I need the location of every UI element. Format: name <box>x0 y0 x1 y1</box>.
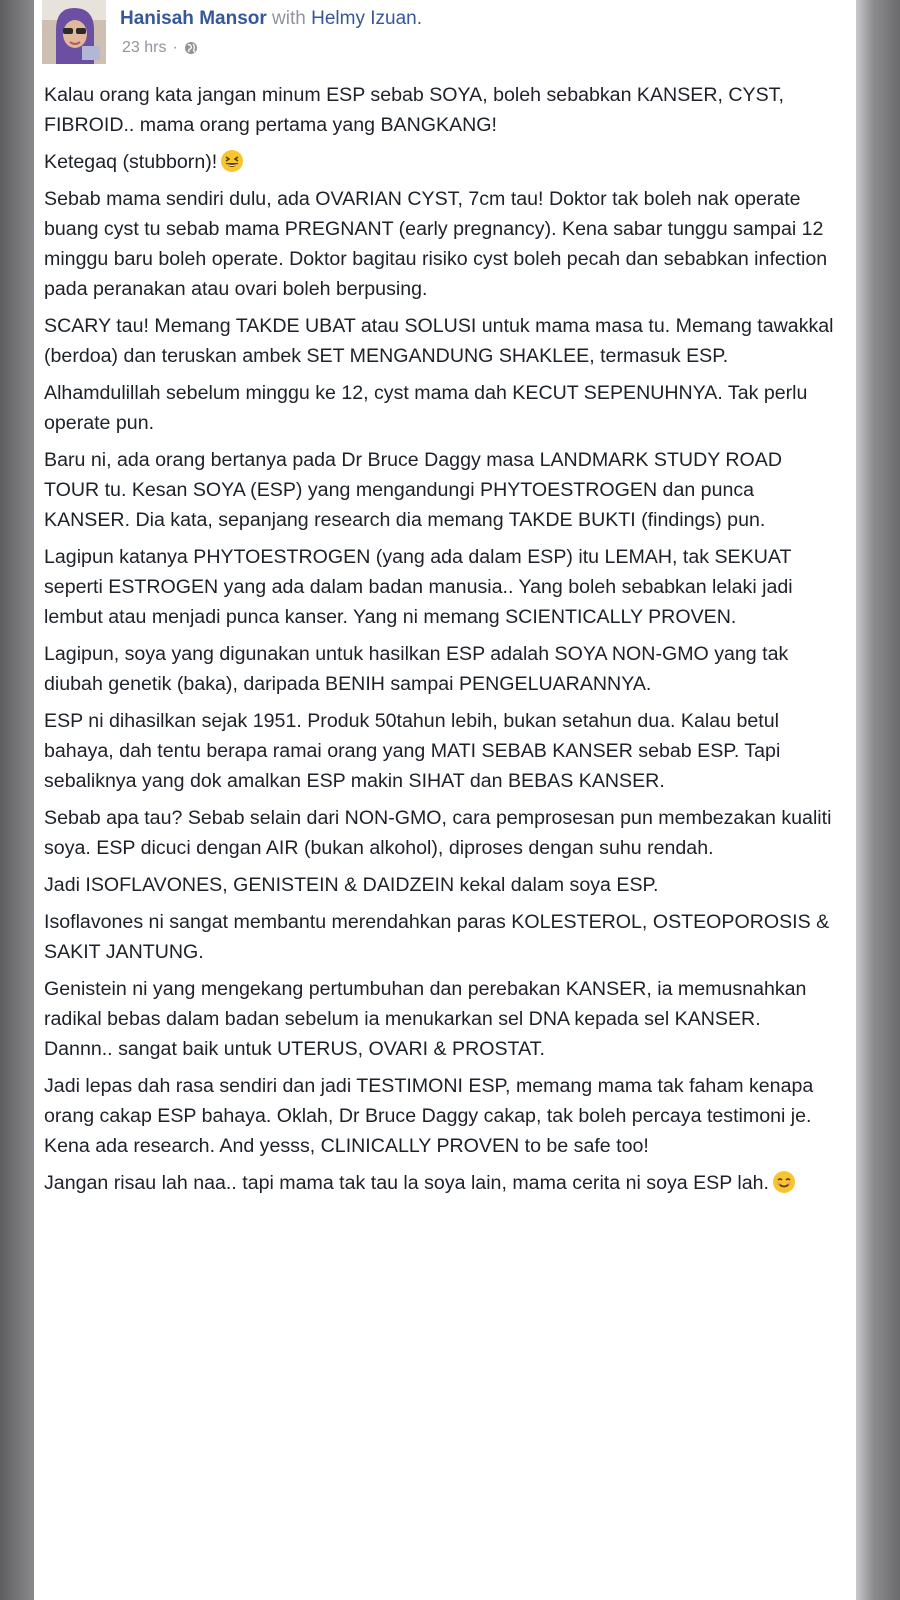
post-paragraph: Sebab apa tau? Sebab selain dari NON-GMO, cara pemprosesan pun membezakan kualiti soya. ESP dicuci dengan AIR (bukan alkohol), diproses dengan suhu rendah. <box>44 807 832 859</box>
grinning-squinting-emoji-icon <box>220 149 244 173</box>
post-card <box>34 0 856 1600</box>
post-meta <box>122 38 198 58</box>
timestamp[interactable]: 23 hrs <box>122 39 167 56</box>
post-paragraph: Lagipun, soya yang digunakan untuk hasilkan ESP adalah SOYA NON-GMO yang tak diubah genetik (baka), daripada BENIH sampai PENGELUARANNYA. <box>44 643 789 695</box>
right-backdrop <box>856 0 900 1600</box>
post-paragraph: SCARY tau! Memang TAKDE UBAT atau SOLUSI untuk mama masa tu. Memang tawakkal (berdoa) dan teruskan ambek SET MENGANDUNG SHAKLEE, termasuk ESP. <box>44 315 834 367</box>
with-label: with <box>272 8 306 29</box>
smiling-face-emoji-icon <box>772 1170 796 1194</box>
post-paragraph: Sebab mama sendiri dulu, ada OVARIAN CYST, 7cm tau! Doktor tak boleh nak operate buang cyst tu sebab mama PREGNANT (early pregnancy). Kena sabar tunggu sampai 12 minggu baru boleh operate. Doktor bagitau risiko cyst boleh pecah dan sebabkan infection pada peranakan atau ovari boleh berpusing. <box>44 188 828 300</box>
post-paragraph: Alhamdulillah sebelum minggu ke 12, cyst mama dah KECUT SEPENUHNYA. Tak perlu operate pun. <box>44 382 808 434</box>
globe-icon[interactable] <box>184 41 198 55</box>
author-line <box>120 8 422 30</box>
paragraph-text: Jangan risau lah naa.. tapi mama tak tau la soya lain, mama cerita ni soya ESP lah. <box>44 1172 769 1194</box>
post-paragraph: Isoflavones ni sangat membantu merendahkan paras KOLESTEROL, OSTEOPOROSIS & SAKIT JANTUNG. <box>44 911 830 963</box>
tagged-user[interactable]: Helmy Izuan. <box>311 8 422 29</box>
author-name[interactable]: Hanisah Mansor <box>120 8 267 29</box>
avatar[interactable] <box>42 0 106 64</box>
post-body <box>44 80 834 1205</box>
post-paragraph <box>44 147 834 177</box>
post-paragraph <box>44 1168 834 1198</box>
post-paragraph: Kalau orang kata jangan minum ESP sebab SOYA, boleh sebabkan KANSER, CYST, FIBROID.. mama orang pertama yang BANGKANG! <box>44 84 784 136</box>
post-paragraph: Jadi lepas dah rasa sendiri dan jadi TESTIMONI ESP, memang mama tak faham kenapa orang cakap ESP bahaya. Oklah, Dr Bruce Daggy cakap, tak boleh percaya testimoni je. Kena ada research. And yesss, CLINICALLY PROVEN to be safe too! <box>44 1075 814 1157</box>
post-paragraph: Genistein ni yang mengekang pertumbuhan dan perebakan KANSER, ia memusnahkan radikal bebas dalam badan sebelum ia menukarkan sel DNA kepada sel KANSER. Dannn.. sangat baik untuk UTERUS, OVARI & PROSTAT. <box>44 978 807 1060</box>
post-paragraph: Baru ni, ada orang bertanya pada Dr Bruce Daggy masa LANDMARK STUDY ROAD TOUR tu. Kesan SOYA (ESP) yang mengandungi PHYTOESTROGEN dan punca KANSER. Dia kata, sepanjang research dia memang TAKDE BUKTI (findings) pun. <box>44 449 782 531</box>
meta-separator: · <box>172 39 178 56</box>
paragraph-text: Ketegaq (stubborn)! <box>44 151 218 173</box>
left-backdrop <box>0 0 34 1600</box>
post-paragraph: Lagipun katanya PHYTOESTROGEN (yang ada dalam ESP) itu LEMAH, tak SEKUAT seperti ESTROGEN yang ada dalam badan manusia.. Yang boleh sebabkan lelaki jadi lembut atau menjadi punca kanser. Yang ni memang SCIENTICALLY PROVEN. <box>44 546 793 628</box>
post-paragraph: Jadi ISOFLAVONES, GENISTEIN & DAIDZEIN kekal dalam soya ESP. <box>44 874 659 896</box>
post-header <box>42 0 842 70</box>
post-paragraph: ESP ni dihasilkan sejak 1951. Produk 50tahun lebih, bukan setahun dua. Kalau betul bahaya, dah tentu berapa ramai orang yang MATI SEBAB KANSER sebab ESP. Tapi sebaliknya yang dok amalkan ESP makin SIHAT dan BEBAS KANSER. <box>44 710 781 792</box>
